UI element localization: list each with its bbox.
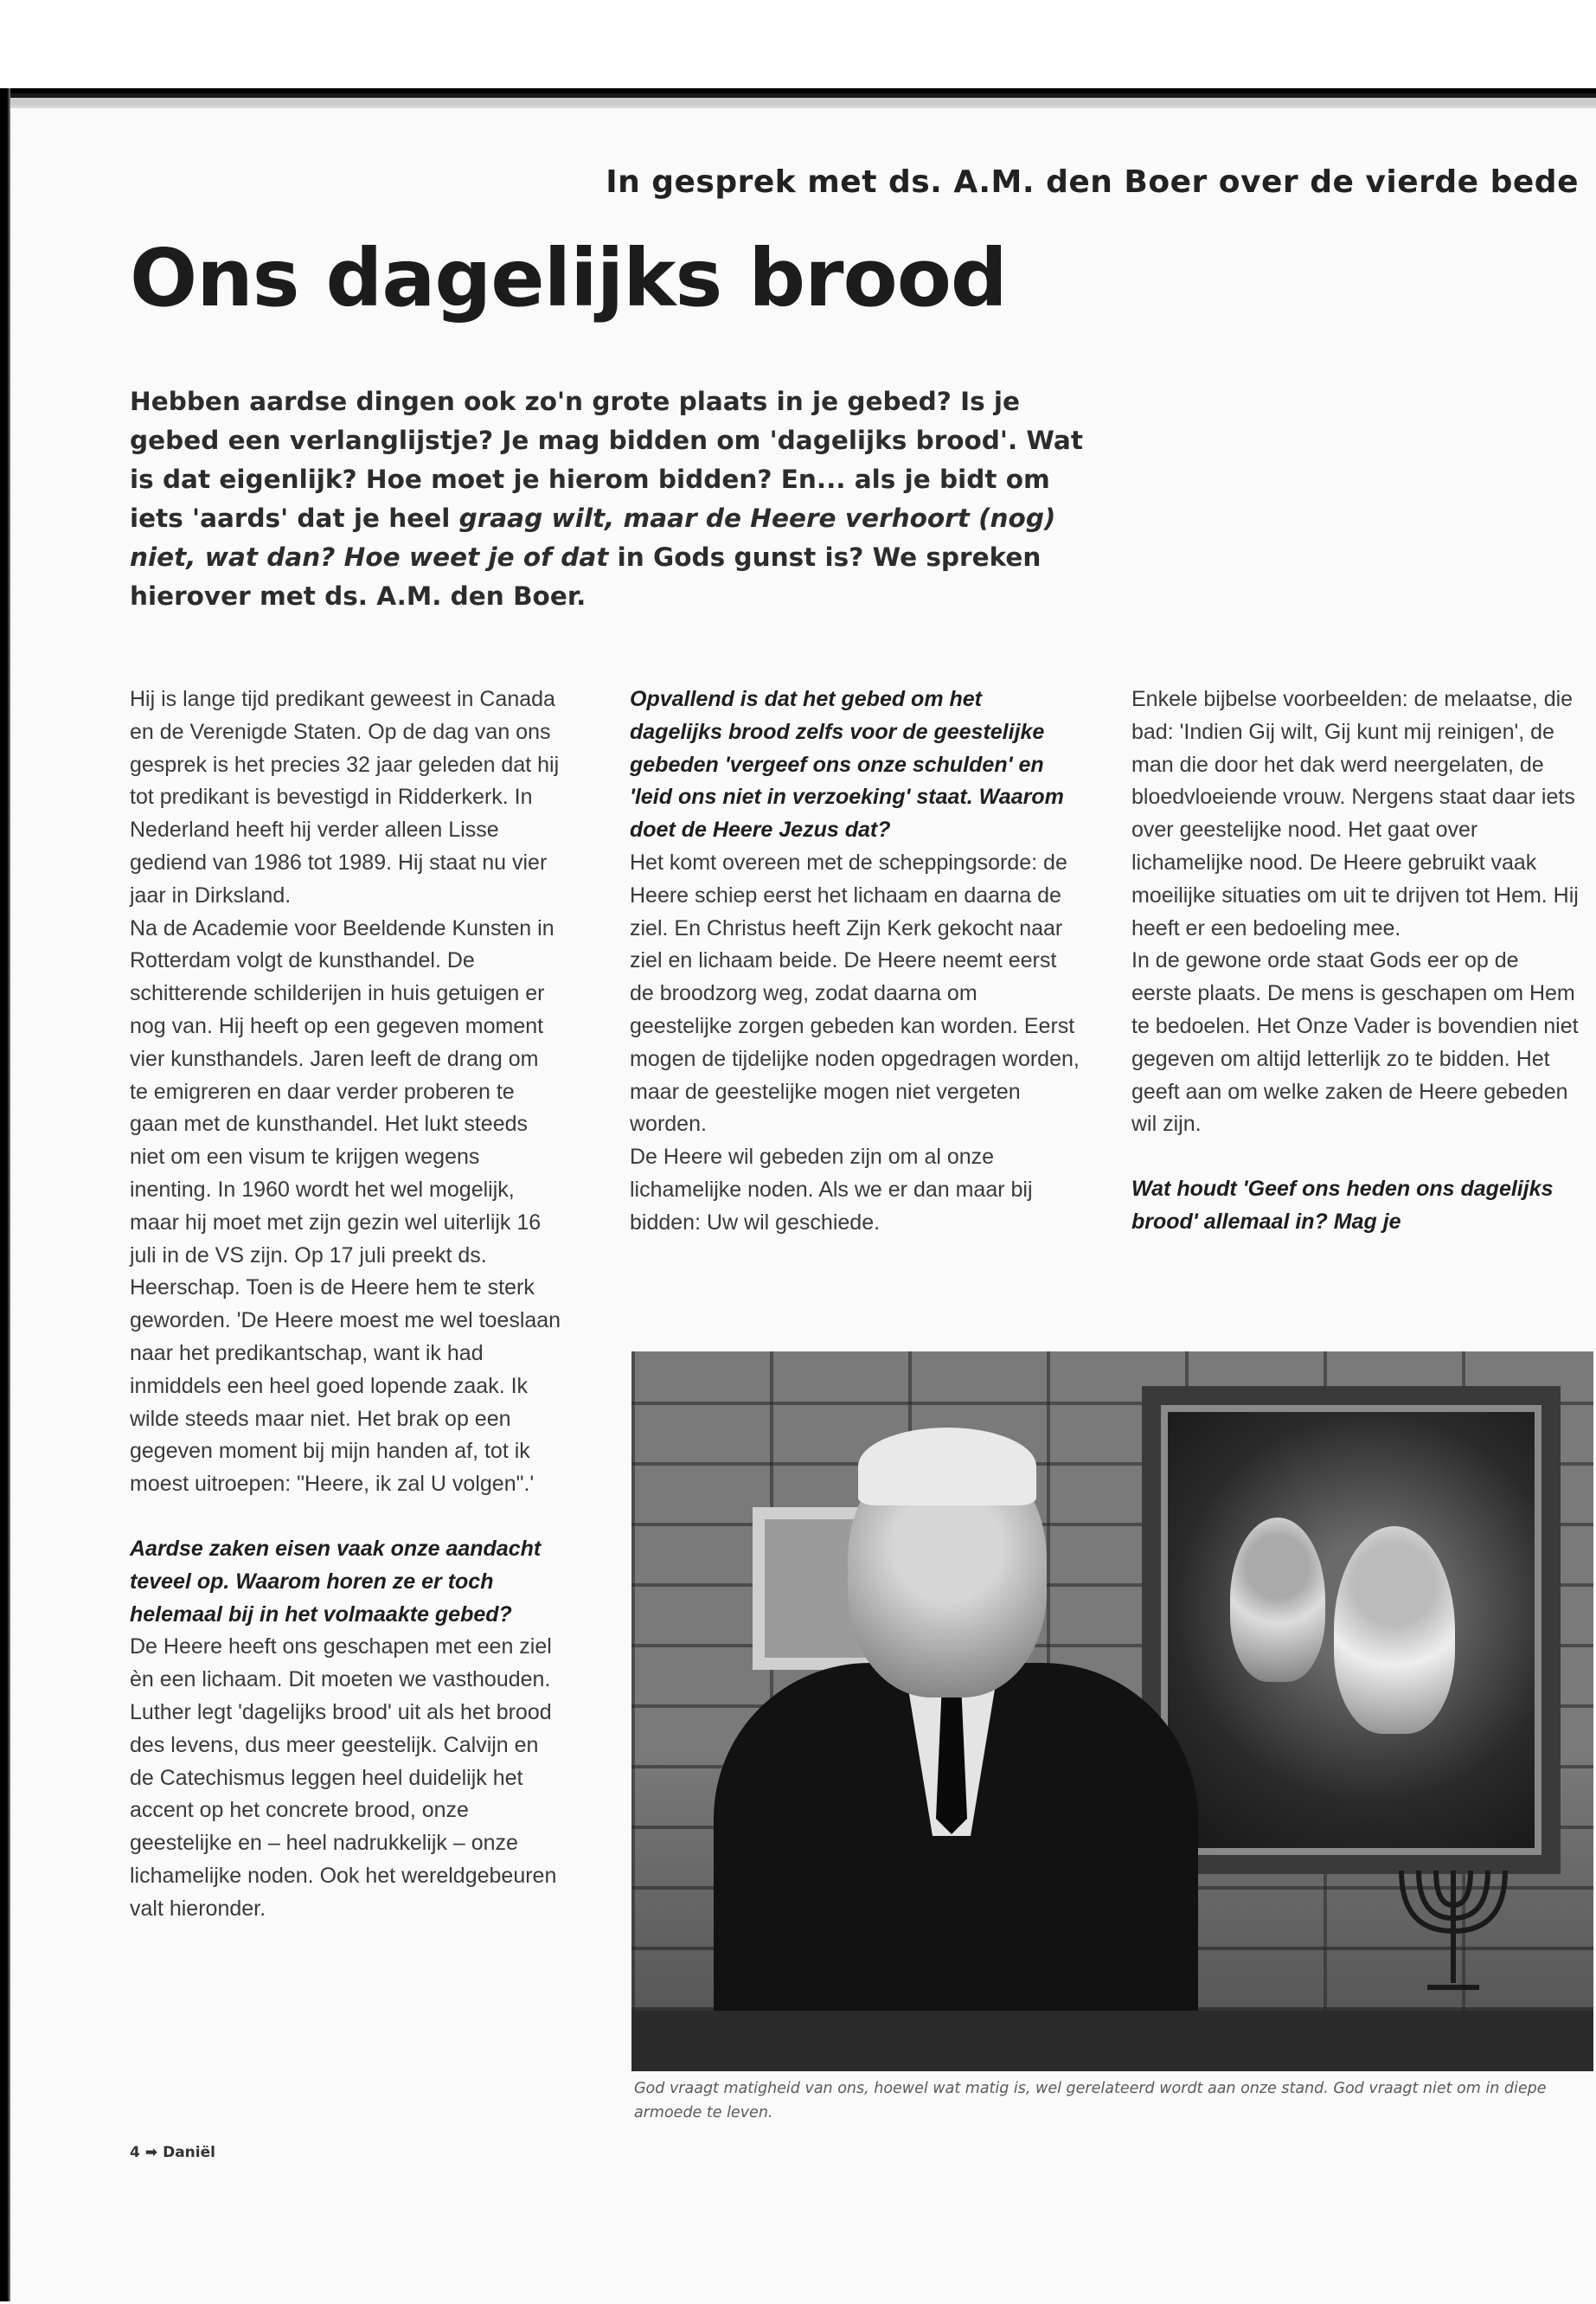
scan-border-left <box>0 88 10 2301</box>
photo-caption: God vraagt matigheid van ons, hoewel wat matig is, wel gerelateerd wordt aan onze stand. God vraagt niet om in diepe armoede te leven. <box>634 2080 1547 2121</box>
painted-figure <box>1334 1526 1455 1734</box>
painted-figure <box>1230 1518 1325 1682</box>
intro-part-2: graag wilt, maar de Heere verhoort (nog) niet, wat dan? Hoe weet je of dat <box>130 504 1056 572</box>
paragraph: Na de Academie voor Beeldende Kunsten in Rotterdam volgt de kunsthandel. De schitterende schilderijen in huis getuigen er nog van. Hij heeft op een gegeven moment vier kunsthandels. Jaren leeft de drang om te emigreren en daar verder proberen te gaan met de kunsthandel. Het lukt steeds niet om een visum te krijgen wegens inenting. In 1960 wordt het wel mogelijk, maar hij moet met zijn gezin wel uiterlijk 16 juli in de VS zijn. Op 17 juli preekt ds. Heerschap. Toen is de Heere hem te sterk geworden. 'De Heere moest me wel toeslaan naar het predikantschap, want ik had inmiddels een heel goed lopende zaak. Ik wilde steeds maar niet. Het brak op een gegeven moment bij mijn handen af, tot ik moest uitroepen: "Heere, ik zal U volgen".' <box>130 915 561 1497</box>
intro-part-1: Hebben aardse dingen ook zo'n grote plaats in je gebed? Is je gebed een verlanglijstje? Je mag bidden om 'dagelijks brood'. Wat is dat eigenlijk? Hoe moet je hierom bidden? En... als je bidt om iets 'aards' dat je heel <box>130 387 1083 533</box>
arrow-icon: ➡ <box>144 2144 158 2161</box>
text-column-2 <box>630 683 1080 1240</box>
interview-question: Opvallend is dat het gebed om het dagelijks brood zelfs voor de geestelijke gebeden 'vergeef ons onze schulden' en 'leid ons niet in verzoeking' staat. Waarom doet de Heere Jezus dat? <box>630 687 1064 843</box>
paragraph: Enkele bijbelse voorbeelden: de melaatse, die bad: 'Indien Gij wilt, Gij kunt mij reinigen', de man die door het dak werd neergelaten, de bloedvloeiende vrouw. Nergens staat daar iets over geestelijke nood. Het gaat over lichamelijke nood. De Heere gebruikt vaak moeilijke situaties om uit te drijven tot Hem. Hij heeft er een bedoeling mee. <box>1131 687 1579 940</box>
magazine-name: Daniël <box>163 2144 215 2161</box>
page-number: 4 <box>130 2144 140 2161</box>
article-title: Ons dagelijks brood <box>130 232 1007 324</box>
paragraph: Het komt overeen met de scheppingsorde: de Heere schiep eerst het lichaam en daarna de ziel. En Christus heeft Zijn Kerk gekocht naar ziel en lichaam beide. De Heere neemt eerst de broodzorg weg, zodat daarna om geestelijke zorgen gebeden kan worden. Eerst mogen de tijdelijke noden opgedragen worden, maar de geestelijke mogen niet vergeten worden. <box>630 850 1080 1137</box>
paragraph: De Heere wil gebeden zijn om al onze lichamelijke noden. Als we er dan maar bij bidden: Uw wil geschiede. <box>630 1145 1033 1235</box>
menorah-icon <box>1367 1836 1540 2009</box>
shelf <box>631 2011 1593 2071</box>
portrait-photo <box>631 1351 1593 2071</box>
interview-question: Aardse zaken eisen vaak onze aandacht teveel op. Waarom horen ze er toch helemaal bij in het volmaakte gebed? <box>130 1536 542 1627</box>
intro-part-3: in Gods gunst is? We spreken hierover met ds. A.M. den Boer. <box>130 542 1042 611</box>
article-intro <box>130 382 1107 616</box>
text-column-3 <box>1131 683 1581 1239</box>
paragraph: In de gewone orde staat Gods eer op de eerste plaats. De mens is geschapen om Hem te bedoelen. Het Onze Vader is bovendien niet gegeven om altijd letterlijk zo te bidden. Het geeft aan om welke zaken de Heere gebeden wil zijn. <box>1131 948 1579 1137</box>
text-column-1 <box>130 683 562 1925</box>
scan-top-edge <box>0 0 1596 93</box>
page-footer <box>130 2144 215 2161</box>
interview-question: Wat houdt 'Geef ons heden ons dagelijks brood' allemaal in? Mag je <box>1131 1177 1554 1234</box>
paragraph: Hij is lange tijd predikant geweest in Canada en de Verenigde Staten. Op de dag van ons gesprek is het precies 32 jaar geleden dat hij tot predikant is bevestigd in Ridderkerk. In Nederland heeft hij verder alleen Lisse gediend van 1986 tot 1989. Hij staat nu vier jaar in Dirksland. <box>130 687 560 908</box>
article-kicker: In gesprek met ds. A.M. den Boer over de vierde bede <box>606 164 1579 200</box>
man-hair <box>858 1428 1036 1505</box>
framed-painting <box>1142 1386 1561 1874</box>
scan-border-top <box>0 88 1596 106</box>
paragraph: De Heere heeft ons geschapen met een ziel èn een lichaam. Dit moeten we vasthouden. Luther legt 'dagelijks brood' uit als het brood des levens, dus meer geestelijk. Calvijn en de Catechismus leggen heel duidelijk het accent op het concrete brood, onze geestelijke en – heel nadrukkelijk – onze lichamelijke noden. Ook het wereldgebeuren valt hieronder. <box>130 1634 557 1921</box>
